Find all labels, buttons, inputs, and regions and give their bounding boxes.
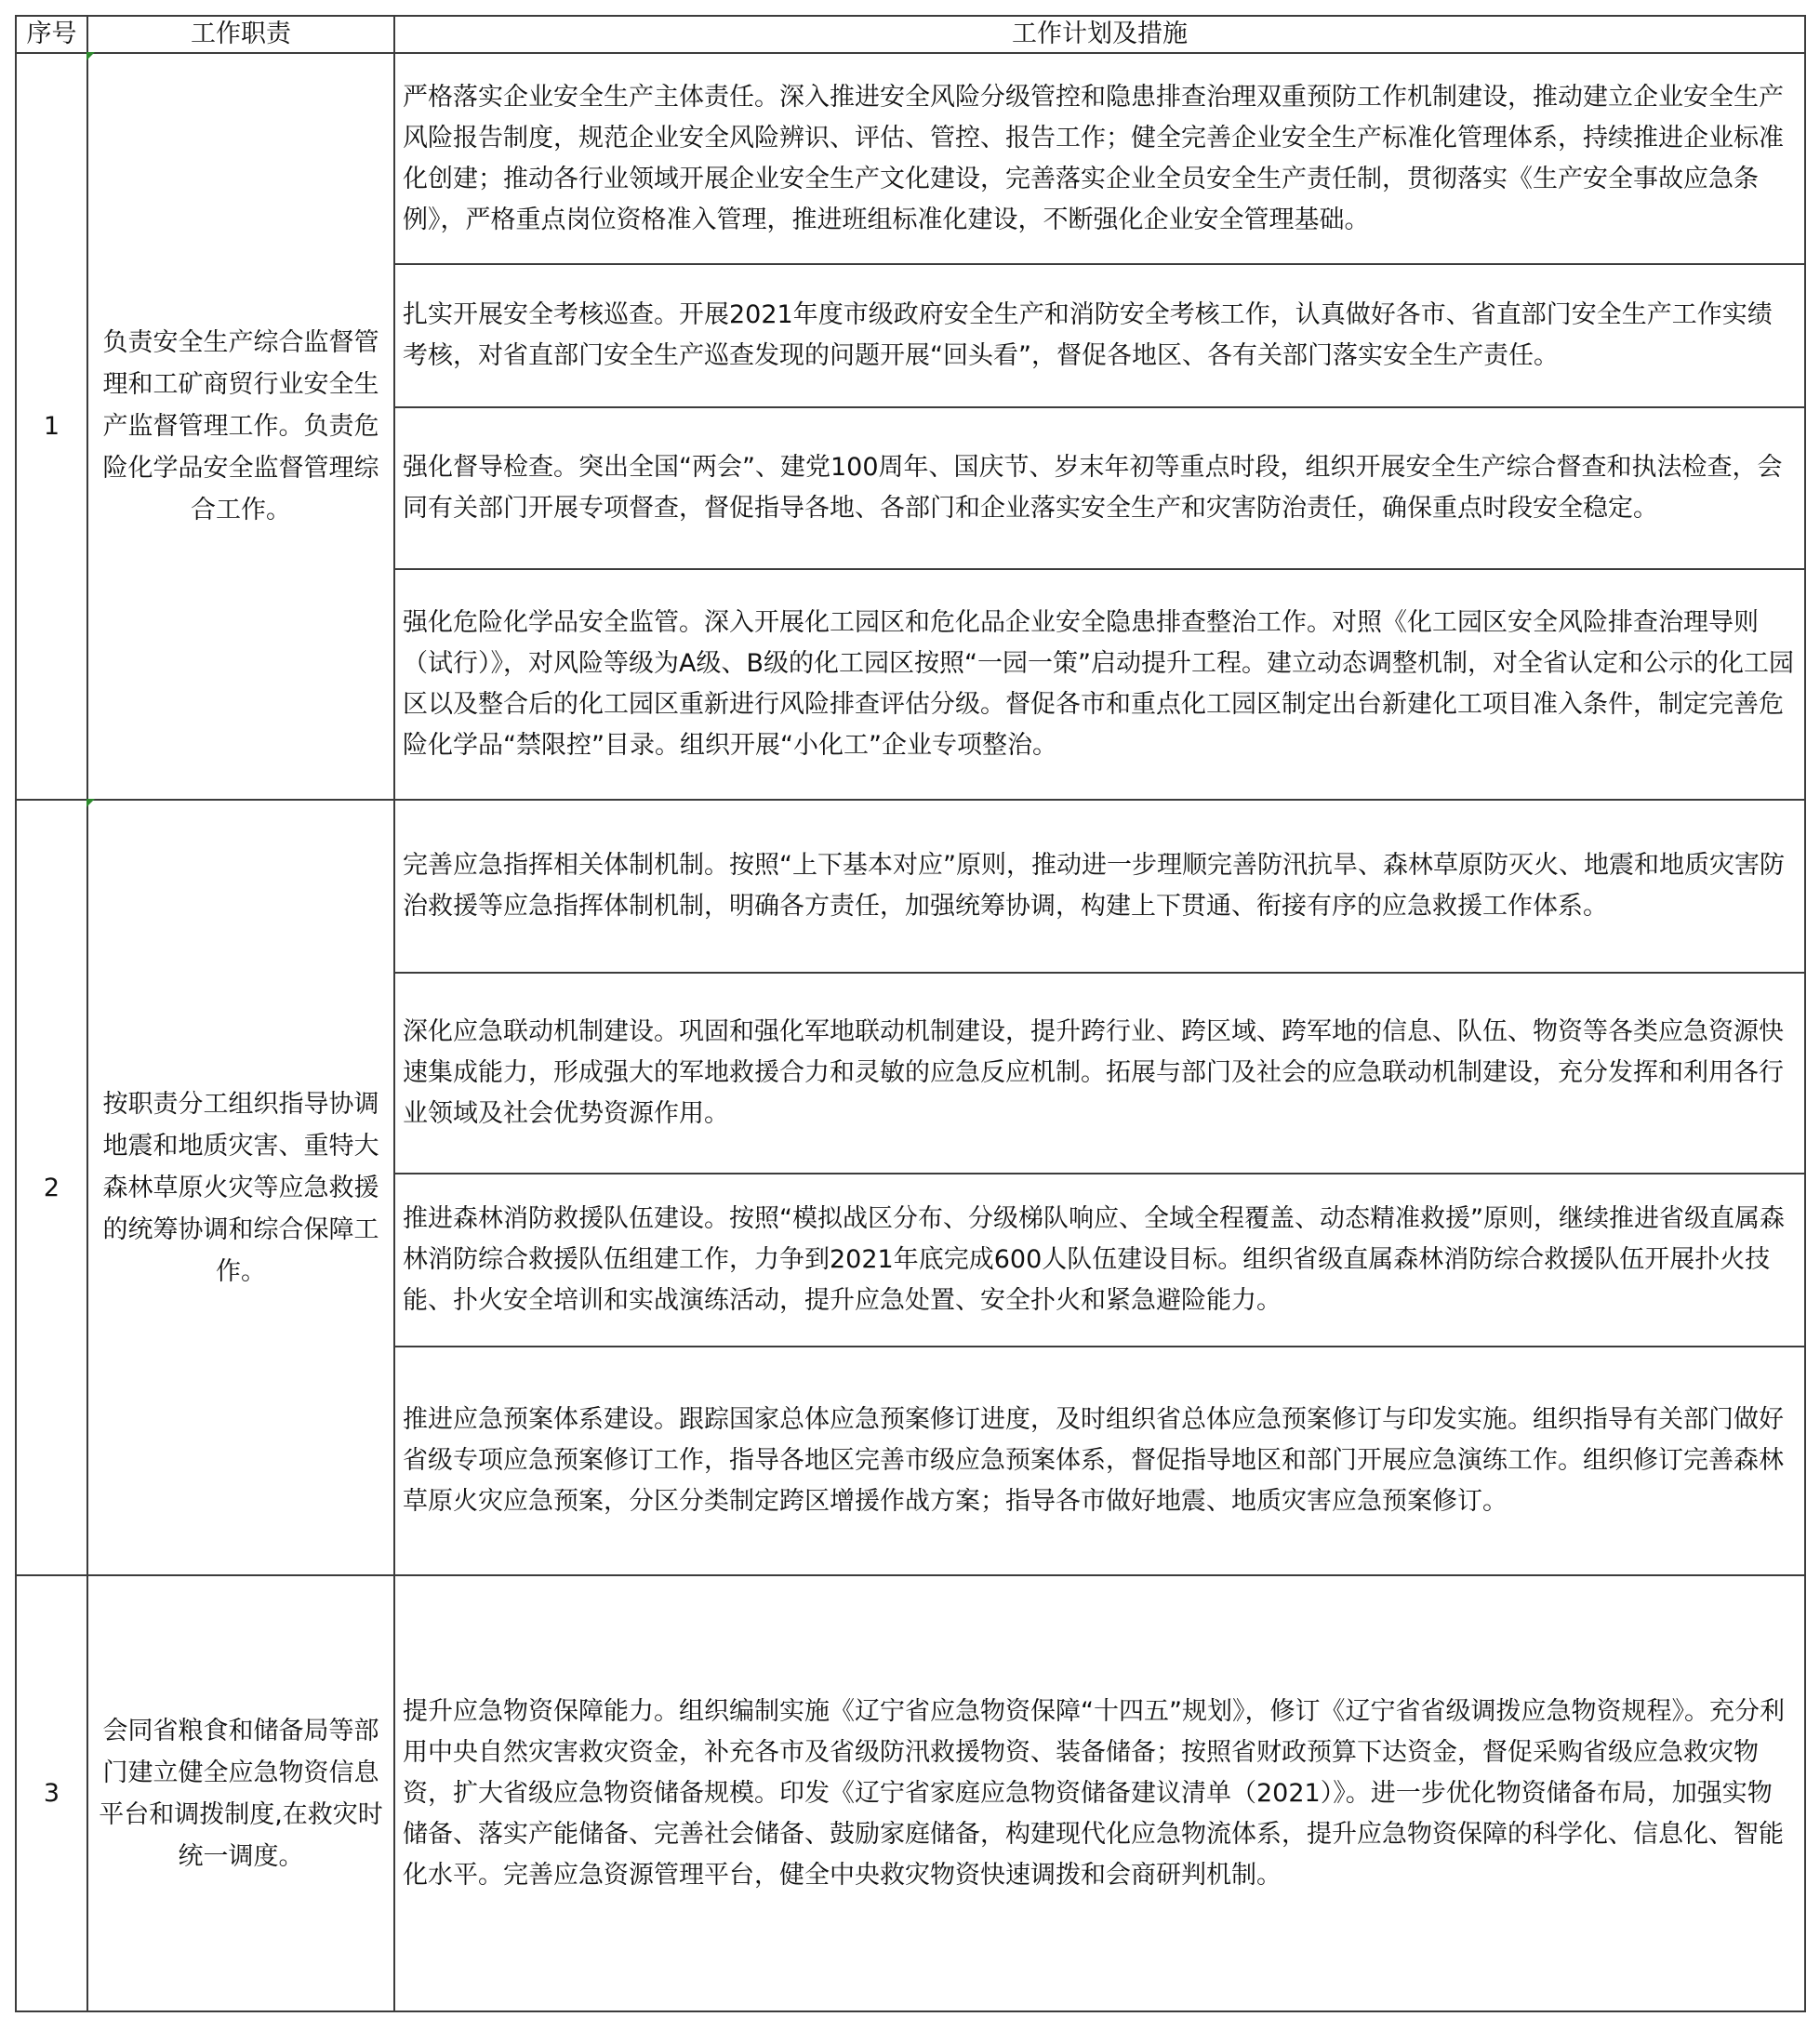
work-plan-table bbox=[15, 15, 1806, 2012]
row-duty bbox=[87, 53, 394, 800]
table-row bbox=[16, 800, 1805, 973]
cell-marker-icon bbox=[86, 799, 95, 807]
plan-cell: 提升应急物资保障能力。组织编制实施《辽宁省应急物资保障“十四五”规划》，修订《辽宁省省级调拨应急物资规程》。充分利用中央自然灾害救灾资金，补充各市及省级防汛救援物资、装备储备；按照省财政预算下达资金，督促采购省级应急救灾物资，扩大省级应急物资储备规模。印发《辽宁省家庭应急物资储备建议清单（2021）》。进一步优化物资储备布局，加强实物储备、落实产能储备、完善社会储备、鼓励家庭储备，构建现代化应急物流体系，提升应急物资保障的科学化、信息化、智能化水平。完善应急资源管理平台，健全中央救灾物资快速调拨和会商研判机制。 bbox=[394, 1575, 1805, 2011]
table-row bbox=[16, 1575, 1805, 2011]
row-seq: 1 bbox=[16, 53, 87, 800]
duty-text: 按职责分工组织指导协调地震和地质灾害、重特大森林草原火灾等应急救援的统筹协调和综合保障工作。 bbox=[102, 1089, 379, 1286]
row-seq: 2 bbox=[16, 800, 87, 1575]
header-seq: 序号 bbox=[16, 16, 87, 53]
table-row bbox=[16, 53, 1805, 264]
header-plan: 工作计划及措施 bbox=[394, 16, 1805, 53]
plan-cell: 完善应急指挥相关体制机制。按照“上下基本对应”原则，推动进一步理顺完善防汛抗旱、森林草原防灭火、地震和地质灾害防治救援等应急指挥体制机制，明确各方责任，加强统筹协调，构建上下贯通、衔接有序的应急救援工作体系。 bbox=[394, 800, 1805, 973]
plan-cell: 强化督导检查。突出全国“两会”、建党100周年、国庆节、岁末年初等重点时段，组织开展安全生产综合督查和执法检查，会同有关部门开展专项督查，督促指导各地、各部门和企业落实安全生产和灾害防治责任，确保重点时段安全稳定。 bbox=[394, 407, 1805, 569]
plan-cell: 推进应急预案体系建设。跟踪国家总体应急预案修订进度，及时组织省总体应急预案修订与印发实施。组织指导有关部门做好省级专项应急预案修订工作，指导各地区完善市级应急预案体系，督促指导地区和部门开展应急演练工作。组织修订完善森林草原火灾应急预案，分区分类制定跨区增援作战方案；指导各市做好地震、地质灾害应急预案修订。 bbox=[394, 1347, 1805, 1575]
plan-cell: 严格落实企业安全生产主体责任。深入推进安全风险分级管控和隐患排查治理双重预防工作机制建设，推动建立企业安全生产风险报告制度，规范企业安全风险辨识、评估、管控、报告工作；健全完善企业安全生产标准化管理体系，持续推进企业标准化创建；推动各行业领域开展企业安全生产文化建设，完善落实企业全员安全生产责任制，贯彻落实《生产安全事故应急条例》，严格重点岗位资格准入管理，推进班组标准化建设，不断强化企业安全管理基础。 bbox=[394, 53, 1805, 264]
plan-cell: 推进森林消防救援队伍建设。按照“模拟战区分布、分级梯队响应、全域全程覆盖、动态精准救援”原则，继续推进省级直属森林消防综合救援队伍组建工作，力争到2021年底完成600人队伍建设目标。组织省级直属森林消防综合救援队伍开展扑火技能、扑火安全培训和实战演练活动，提升应急处置、安全扑火和紧急避险能力。 bbox=[394, 1174, 1805, 1347]
duty-text: 负责安全生产综合监督管理和工矿商贸行业安全生产监督管理工作。负责危险化学品安全监督管理综合工作。 bbox=[102, 328, 379, 524]
row-duty bbox=[87, 1575, 394, 2011]
table-header-row bbox=[16, 16, 1805, 53]
plan-cell: 深化应急联动机制建设。巩固和强化军地联动机制建设，提升跨行业、跨区域、跨军地的信息、队伍、物资等各类应急资源快速集成能力，形成强大的军地救援合力和灵敏的应急反应机制。拓展与部门及社会的应急联动机制建设，充分发挥和利用各行业领域及社会优势资源作用。 bbox=[394, 973, 1805, 1174]
header-duty: 工作职责 bbox=[87, 16, 394, 53]
plan-cell: 扎实开展安全考核巡查。开展2021年度市级政府安全生产和消防安全考核工作，认真做好各市、省直部门安全生产工作实绩考核，对省直部门安全生产巡查发现的问题开展“回头看”，督促各地区、各有关部门落实安全生产责任。 bbox=[394, 264, 1805, 407]
duty-text: 会同省粮食和储备局等部门建立健全应急物资信息平台和调拨制度,在救灾时统一调度。 bbox=[99, 1716, 383, 1871]
plan-cell: 强化危险化学品安全监管。深入开展化工园区和危化品企业安全隐患排查整治工作。对照《化工园区安全风险排查治理导则（试行）》，对风险等级为A级、B级的化工园区按照“一园一策”启动提升工程。建立动态调整机制，对全省认定和公示的化工园区以及整合后的化工园区重新进行风险排查评估分级。督促各市和重点化工园区制定出台新建化工项目准入条件，制定完善危险化学品“禁限控”目录。组织开展“小化工”企业专项整治。 bbox=[394, 569, 1805, 800]
cell-marker-icon bbox=[86, 52, 95, 60]
row-seq: 3 bbox=[16, 1575, 87, 2011]
row-duty bbox=[87, 800, 394, 1575]
